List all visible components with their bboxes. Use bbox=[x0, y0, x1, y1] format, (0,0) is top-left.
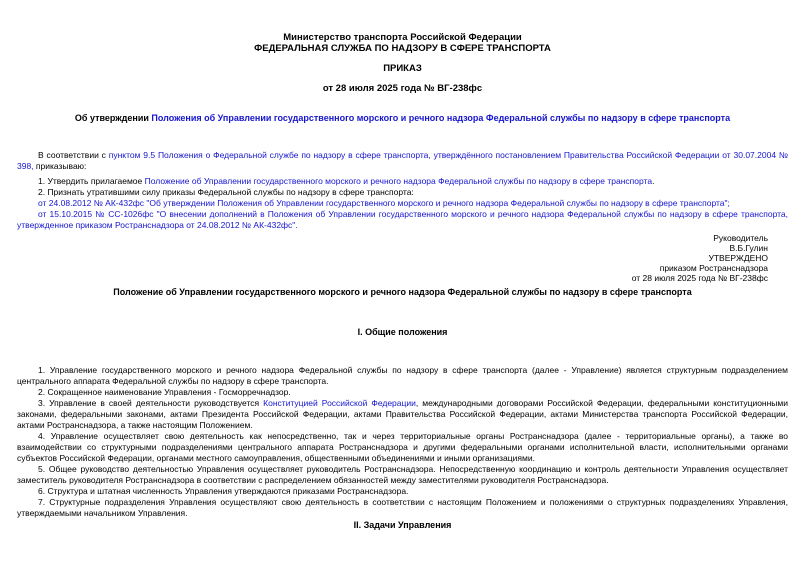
regulation-paragraph-4 bbox=[17, 431, 788, 464]
ministry-name: Министерство транспорта Российской Федерации bbox=[283, 32, 522, 43]
text-segment: . bbox=[652, 176, 655, 186]
order-item-2 bbox=[17, 187, 788, 198]
regulation-paragraph-3 bbox=[17, 398, 788, 431]
text-segment: 5. Общее руководство деятельностью Управления осуществляет руководитель Ространснадзора. Непосредственную координацию и контроль деятельности Управления осуществляет заместитель руководителя Ространснадзора в соответствии с распределением обязанностей между заместителями руководителя Ространснадзора. bbox=[17, 463, 788, 485]
text-segment: 1. Управление государственного морского и речного надзора Федеральной службы по надзору в сфере транспорта (далее - Управление) является структурным подразделением центрального аппарата Федеральной службы по надзору в сфере транспорта. bbox=[17, 364, 788, 386]
regulation-paragraph-6 bbox=[17, 486, 788, 497]
text-segment: 4. Управление осуществляет свою деятельность как непосредственно, так и через территориальные органы Ространснадзора (далее - территориальные органы), а также во взаимодействии со структурными подразделениями центрального аппарата Ространснадзора и другими федеральными органами исполнительной власти, исполнительными органами субъектов Российской Федерации, органами местного самоуправления, общественными объединениями и иными организациями. bbox=[17, 430, 788, 463]
regulation-paragraph-7 bbox=[17, 497, 788, 519]
text-segment: приказываю: bbox=[33, 161, 87, 171]
agency-name: ФЕДЕРАЛЬНАЯ СЛУЖБА ПО НАДЗОРУ В СФЕРЕ ТРАНСПОРТА bbox=[254, 43, 551, 54]
revoked-order-1 bbox=[17, 198, 788, 209]
text-segment: 2. Сокращенное наименование Управления - Госморречнадзор. bbox=[38, 386, 291, 397]
regulation-title: Положение об Управлении государственного морского и речного надзора Федеральной службы по надзору в сфере транспорта bbox=[113, 286, 692, 297]
order-item-1 bbox=[17, 176, 788, 187]
doc-date-number: от 28 июля 2025 года № ВГ-238фс bbox=[322, 83, 483, 94]
doc-subject bbox=[17, 113, 788, 124]
doc-type-title: ПРИКАЗ bbox=[383, 63, 422, 74]
approval-date-number: от 28 июля 2025 года № ВГ-238фс bbox=[631, 272, 768, 283]
text-segment: 3. Управление в своей деятельности руководствуется bbox=[38, 397, 264, 408]
regulation-body bbox=[17, 365, 788, 519]
order-items bbox=[17, 176, 788, 231]
signature-block bbox=[17, 234, 768, 284]
document-link[interactable]: Положения об Управлении государственного морского и речного надзора Федеральной службы по надзору в сфере транспорта bbox=[151, 113, 731, 123]
document-link[interactable]: Положение об Управлении государственного морского и речного надзора Федеральной службы по надзору в сфере транспорта bbox=[144, 176, 653, 186]
document-link[interactable]: от 15.10.2015 № СС-1026фс "О внесении дополнений в Положения об Управлении государственного морского и речного надзора Федеральной службы по надзору в сфере транспорта, утвержденное приказом Ространснадзора от 24.08.2012 № АК-432фс". bbox=[17, 209, 788, 230]
text-segment: Об утверждении bbox=[74, 113, 152, 123]
text-segment: , международными договорами Российской Федерации, федеральными конституционными законами, федеральными законами, актами Президента Российской Федерации, актами Правительства Российской Федерации, актами Министерства транспорта Российской Федерации, актами Ространснадзора, а также настоящим Положением. bbox=[17, 397, 789, 430]
document-link[interactable]: Конституцией Российской Федерации bbox=[263, 397, 416, 408]
preamble-paragraph bbox=[17, 150, 788, 172]
text-segment: 2. Признать утратившими силу приказы Федеральной службы по надзору в сфере транспорта: bbox=[38, 187, 414, 197]
section-1-heading: I. Общие положения bbox=[357, 326, 448, 337]
text-segment: 1. Утвердить прилагаемое bbox=[38, 176, 145, 186]
text-segment: 7. Структурные подразделения Управления осуществляют свою деятельность в соответствии с настоящим Положением и положениями о структурных подразделениях Управления, утверждаемыми начальником Управления. bbox=[17, 496, 788, 518]
document-link[interactable]: пунктом 9.5 Положения о Федеральной службе по надзору в сфере транспорта, утверждённого постановлением Правительства Российской Федерации от 30.07.2004 № 398, bbox=[17, 150, 788, 171]
text-segment: В соответствии с bbox=[38, 150, 109, 160]
approval-stamp: УТВЕРЖДЕНО bbox=[708, 252, 768, 263]
signature-position: Руководитель bbox=[713, 233, 768, 243]
text-segment: 6. Структура и штатная численность Управления утверждаются приказами Ространснадзора. bbox=[38, 485, 409, 496]
approval-by: приказом Ространснадзора bbox=[659, 262, 768, 273]
regulation-paragraph-5 bbox=[17, 464, 788, 486]
signature-name: В.Б.Гулин bbox=[729, 242, 768, 253]
regulation-paragraph-2 bbox=[17, 387, 788, 398]
document-link[interactable]: от 24.08.2012 № АК-432фс "Об утверждении Положения об Управлении государственного морского и речного надзора Федеральной службы по надзору в сфере транспорта"; bbox=[38, 198, 730, 208]
section-2-heading: II. Задачи Управления bbox=[353, 519, 452, 530]
regulation-paragraph-1 bbox=[17, 365, 788, 387]
revoked-order-2 bbox=[17, 209, 788, 231]
